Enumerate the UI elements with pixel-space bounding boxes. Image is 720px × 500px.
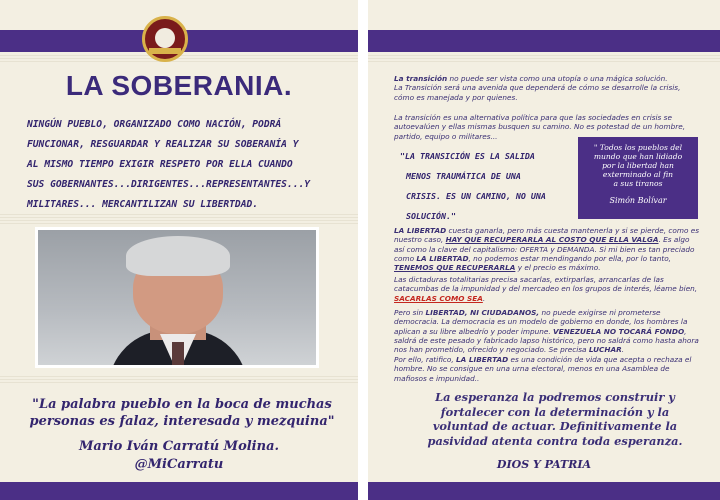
closing-line: pasividad atenta contra toda esperanza. <box>427 433 683 448</box>
intro-paragraph <box>27 115 332 215</box>
left-page <box>0 0 358 500</box>
bold-run: La transición <box>394 74 448 83</box>
bottom-band <box>0 482 358 500</box>
pull-quote-line: SOLUCIÓN." <box>406 211 456 221</box>
paragraph-alternative: La transición es una alternativa política para que las sociedades en crisis se autoevalúen y ellas mismas busquen su camino. No es potestad de un hombre, partido, equipo o militares... <box>394 113 686 141</box>
red-emphasis-run: SACARLAS COMO SEA <box>394 293 483 303</box>
bolivar-quote-line: exterminado al fin <box>602 170 674 179</box>
text-run: , saldrá de este pesado y fabricado lapso histórico, pero no saldrá como hasta ahora nos han prometido, ofrecido y negociado. Se precisa <box>394 326 699 355</box>
lower-stripes <box>0 376 358 384</box>
intro-line: FUNCIONAR, RESGUARDAR Y REALIZAR SU SOBERANÍA Y <box>27 139 299 150</box>
mid-stripes <box>0 214 358 224</box>
paragraph-libertad <box>394 226 700 272</box>
pull-quote-line: "LA TRANSICIÓN ES LA SALIDA <box>400 151 535 161</box>
text-run: y el precio es máximo. <box>515 263 601 273</box>
text-run: no puede ser vista como una utopía o una mágica solución. <box>447 74 668 83</box>
text-run: . <box>621 345 625 355</box>
text-run: Las dictaduras totalitarias precisa sacarlas, extirparlas, arrancarlas de las catacumbas de la impunidad y del mercadeo en los grupos de interés, léame bien, <box>394 275 698 294</box>
text-run: La Transición será una avenida que dependerá de cómo se desarrolle la crisis, cómo es manejada y por quienes. <box>394 83 681 102</box>
bold-run: LA LIBERTAD <box>394 226 447 235</box>
intro-line: AL MISMO TIEMPO EXIGIR RESPETO POR ELLA CUANDO <box>27 159 293 170</box>
quote-line: "La palabra pueblo en la boca de muchas <box>32 397 332 412</box>
pull-quote-line: MENOS TRAUMÁTICA DE UNA <box>406 171 521 181</box>
text-run: . Es algo así como la clave del capitalismo: OFERTA y DEMANDA. Si mi bien es tan preciado como <box>394 235 695 263</box>
closing-line: voluntad de actuar. Definitivamente la <box>432 419 678 433</box>
closing-line: fortalecer con la determinación y la <box>440 404 670 419</box>
bottom-band <box>368 482 720 500</box>
text-run: . <box>482 293 486 303</box>
paragraph-dictaduras <box>394 275 700 303</box>
bold-run: LIBERTAD, NI CIUDADANOS, <box>425 308 540 317</box>
intro-line: MILITARES... MERCANTILIZAN SU LIBERTDAD. <box>27 199 259 210</box>
author-signature <box>0 438 358 474</box>
author-quote <box>22 396 342 430</box>
author-portrait <box>35 227 319 368</box>
signoff: DIOS Y PATRIA <box>496 458 592 471</box>
author-name: Mario Iván Carratú Molina. <box>78 439 280 454</box>
bold-run: LA LIBERTAD <box>456 355 509 364</box>
intro-line: NINGÚN PUEBLO, ORGANIZADO COMO NACIÓN, PODRÁ <box>27 119 282 130</box>
emblem-logo <box>142 16 188 62</box>
quote-line: personas es falaz, interesada y mezquina" <box>29 414 335 429</box>
pull-quote <box>400 146 570 226</box>
top-stripes <box>368 55 720 64</box>
paragraph-ratifico <box>394 355 700 383</box>
right-page <box>368 0 720 500</box>
text-run: Pero sin <box>394 308 426 317</box>
pull-quote-line: CRISIS. ES UN CAMINO, NO UNA <box>406 191 546 201</box>
bolivar-quote-line: por la libertad han <box>602 161 674 170</box>
text-run: , no podemos estar mendingando por ella, por lo tanto, <box>468 253 671 263</box>
bold-run: VENEZUELA NO TOCARÁ FONDO <box>553 326 685 336</box>
intro-line: SUS GOBERNANTES...DIRIGENTES...REPRESENTANTES...Y <box>27 179 311 190</box>
text-run: cuesta ganarla, pero más cuesta mantenerla y si se pierde, como es nuestro caso, <box>394 226 700 245</box>
bolivar-quote-line: a sus tiranos <box>613 179 663 188</box>
text-run: Por ello, ratifico, <box>394 355 457 364</box>
page-title: LA SOBERANIA. <box>65 70 293 101</box>
bolivar-author: Simón Bolívar <box>609 196 667 205</box>
bolivar-quote-box <box>578 137 698 219</box>
bold-run: LA LIBERTAD <box>416 253 469 263</box>
underlined-run: TENEMOS QUE RECUPERARLA <box>394 263 516 273</box>
paragraph-ciudadanos <box>394 308 700 354</box>
bolivar-quote-line: " Todos los pueblos del <box>593 143 683 152</box>
underlined-run: HAY QUE RECUPERARLA AL COSTO QUE ELLA VALGA <box>445 235 659 245</box>
closing-statement <box>414 390 696 448</box>
author-handle: @MiCarratu <box>134 457 224 472</box>
paragraph-transition <box>394 74 700 102</box>
top-band <box>368 30 720 52</box>
bolivar-quote-line: mundo que han lidiado <box>593 152 683 161</box>
text-run: es una condición de vida que acepta o rechaza el hombre. No se consigue en una urna electoral, menos en una Asamblea de mafiosos e impunidad.. <box>394 355 692 383</box>
bold-run: LUCHAR <box>588 345 622 355</box>
text-run: no puede exigirse ni prometerse democracia. La democracia es un modelo de gobierno en donde, los hombres la aplican a su libre albedrío y poder impune. <box>394 308 688 336</box>
closing-line: La esperanza la podremos construir y <box>435 390 675 404</box>
